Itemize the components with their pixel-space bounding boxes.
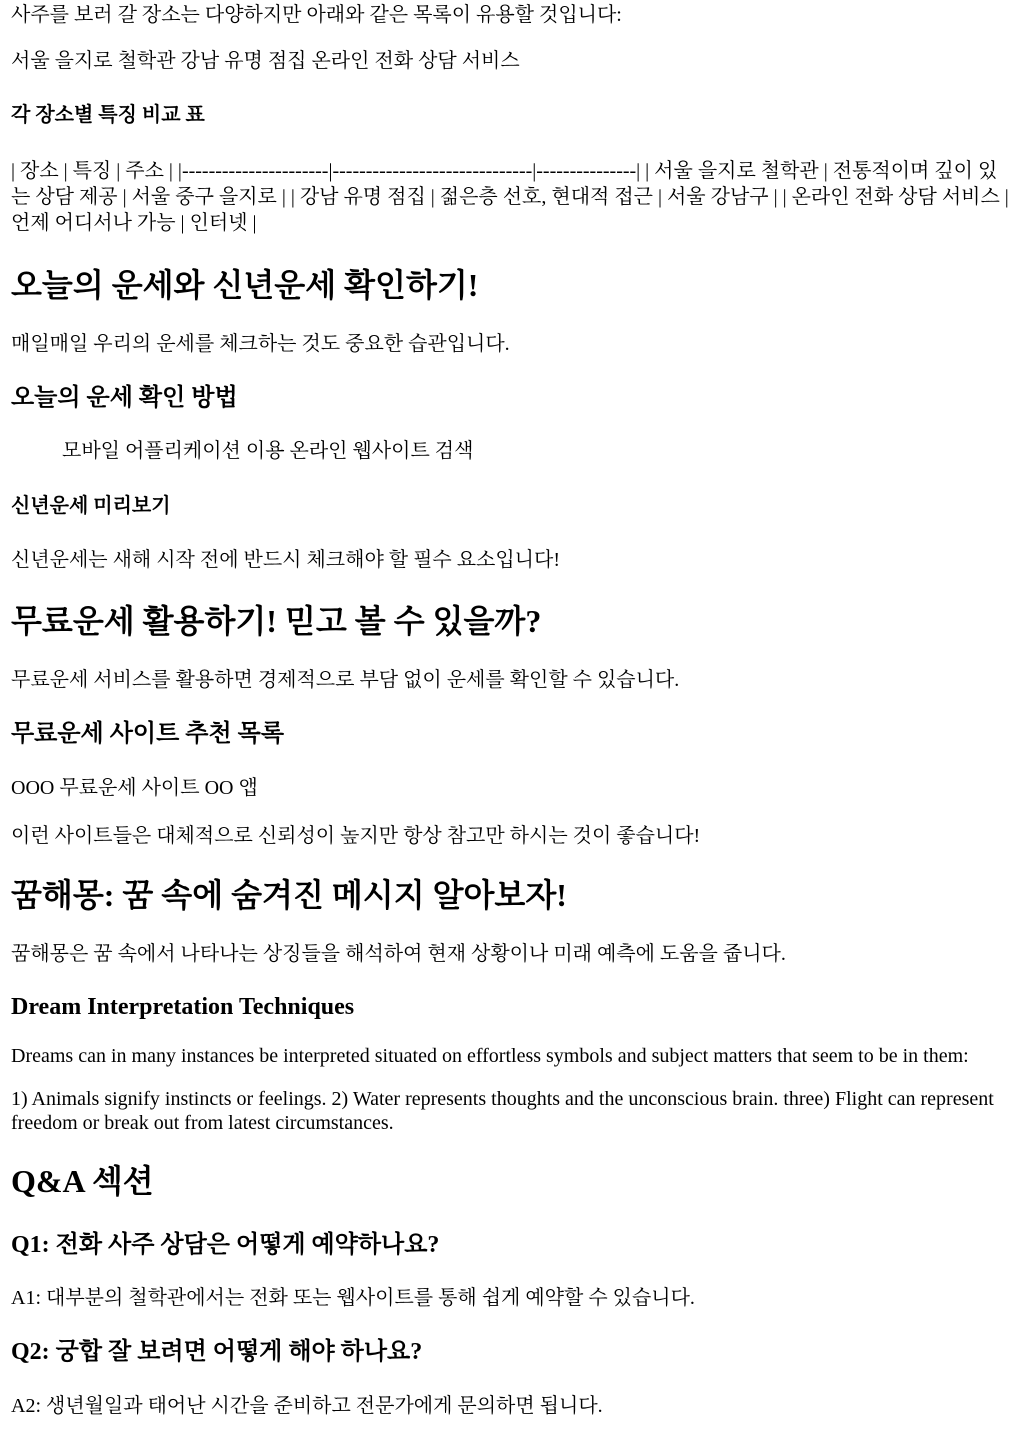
qa-heading: Q&A 섹션 — [11, 1163, 154, 1199]
dream-heading: 꿈해몽: 꿈 속에 숨겨진 메시지 알아보자! — [11, 877, 567, 913]
intro-text: 사주를 보러 갈 장소는 다양하지만 아래와 같은 목록이 유용할 것입니다: — [11, 4, 622, 26]
dream-techniques-text: Dreams can in many instances be interpreted situated on effortless symbols and subject matters that seem to be in them: — [11, 1045, 969, 1067]
fortune-text: 매일매일 우리의 운세를 체크하는 것도 중요한 습관입니다. — [11, 333, 510, 355]
comparison-heading: 각 장소별 특징 비교 표 — [11, 104, 205, 126]
qa-answer-1: A1: 대부분의 철학관에서는 전화 또는 웹사이트를 통해 쉽게 예약할 수 있습니다. — [11, 1287, 695, 1309]
dream-techniques-heading: Dream Interpretation Techniques — [11, 994, 355, 1020]
intro-list: 서울 을지로 철학관 강남 유명 점집 온라인 전화 상담 서비스 — [11, 50, 520, 72]
dream-techniques-list: 1) Animals signify instincts or feelings. 2) Water represents thoughts and the unconscious brain. three) Flight can represent freedom or break out from latest circumstances. — [11, 1088, 994, 1134]
newyear-heading: 신년운세 미리보기 — [11, 495, 171, 517]
comparison-table-text: | 장소 | 특징 | 주소 | |----------------------|------------------------------|---------------| | 서울 을지로 철학관 | 전통적이며 깊이 있는 상담 제공 | 서울 중구 을지로 | | 강남 유명 점집 | 젊은층 선호, 현대적 접근 | 서울 강남구 | | 온라인 전화 상담 서비스 | 언제 어디서나 가능 | 인터넷 | — [11, 160, 1009, 234]
today-fortune-heading: 오늘의 운세 확인 방법 — [11, 385, 238, 411]
dream-text: 꿈해몽은 꿈 속에서 나타나는 상징들을 해석하여 현재 상황이나 미래 예측에 도움을 줍니다. — [11, 943, 786, 965]
today-fortune-list: 모바일 어플리케이션 이용 온라인 웹사이트 검색 — [62, 440, 474, 462]
qa-question-2: Q2: 궁합 잘 보려면 어떻게 해야 하나요? — [11, 1339, 423, 1365]
qa-question-1: Q1: 전화 사주 상담은 어떻게 예약하나요? — [11, 1232, 440, 1258]
free-sites-heading: 무료운세 사이트 추천 목록 — [11, 721, 285, 747]
newyear-text: 신년운세는 새해 시작 전에 반드시 체크해야 할 필수 요소입니다! — [11, 549, 560, 571]
qa-answer-2: A2: 생년월일과 태어난 시간을 준비하고 전문가에게 문의하면 됩니다. — [11, 1395, 603, 1417]
free-fortune-text: 무료운세 서비스를 활용하면 경제적으로 부담 없이 운세를 확인할 수 있습니다. — [11, 669, 680, 691]
free-sites-note: 이런 사이트들은 대체적으로 신뢰성이 높지만 항상 참고만 하시는 것이 좋습니다! — [11, 825, 701, 847]
fortune-heading: 오늘의 운세와 신년운세 확인하기! — [11, 267, 479, 303]
free-sites-list: OOO 무료운세 사이트 OO 앱 — [11, 777, 258, 799]
free-fortune-heading: 무료운세 활용하기! 믿고 볼 수 있을까? — [11, 603, 542, 639]
